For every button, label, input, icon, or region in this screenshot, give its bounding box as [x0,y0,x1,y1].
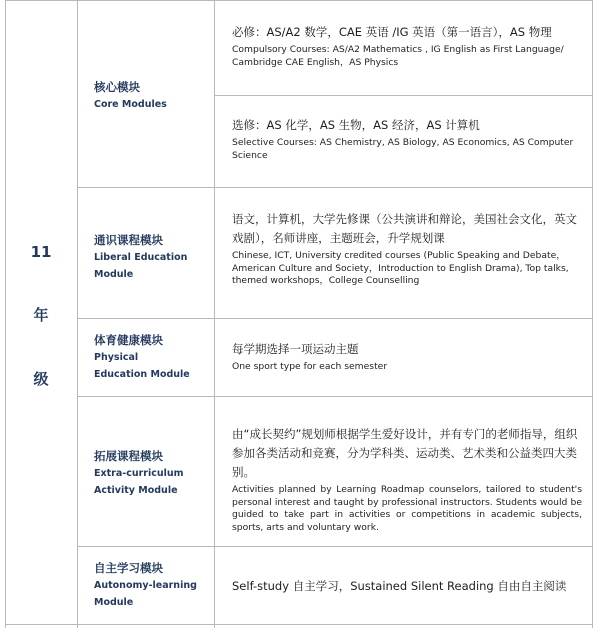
module-extra-en-1: Extra-curriculum [94,468,184,479]
module-pe-label [94,333,204,383]
grid-line-grade [77,0,78,628]
core-compulsory-zh: 必修：AS/A2 数学，CAE 英语 /IG 英语（第一语言），AS 物理 [232,25,552,39]
pe-content-cell [232,340,582,374]
core-compulsory-en: Compulsory Courses: AS/A2 Mathematics , IG English as First Language/ Cambridge CAE English，AS Physics [232,44,564,68]
module-autonomy-en-2: Module [94,597,134,608]
grid-line-right [592,0,593,628]
module-extra-label [94,449,204,499]
grade-number: 11 [30,243,52,261]
liberal-content-cell [232,210,582,288]
module-extra-en-2: Activity Module [94,485,178,496]
module-core-en: Core Modules [94,99,167,110]
grid-line-liberal-end [77,318,592,319]
module-extra-zh: 拓展课程模块 [94,449,163,463]
grid-line-core-end [77,187,592,188]
core-selective-cell [232,116,582,162]
pe-content-zh: 每学期选择一项运动主题 [232,342,359,356]
liberal-content-zh: 语文，计算机，大学先修课（公共演讲和辩论，美国社会文化，英文戏剧），名师讲座，主题班会，升学规划课 [232,212,577,245]
core-compulsory-cell [232,23,582,69]
core-selective-en: Selective Courses: AS Chemistry, AS Biology, AS Economics, AS Computer Science [232,137,574,161]
liberal-content-en: Chinese, ICT, University credited courses (Public Speaking and Debate，American Culture and Society，Introduction to English Drama), Top talks, themed workshops，College Counselling [232,250,569,287]
grade-char-nian: 年 [33,306,49,324]
extra-content-en: Activities planned by Learning Roadmap counselors, tailored to student's personal interest and taught by professional instructors. Students would be guided to take part in activities or competitions in academic subjects, sports, arts and voluntary work. [232,484,582,533]
module-liberal-en-2: Module [94,269,134,280]
grid-line-top [5,0,593,1]
grid-line-extra-end [77,546,592,547]
module-liberal-zh: 通识课程模块 [94,233,163,247]
module-core-label [94,80,204,113]
core-selective-zh: 选修：AS 化学，AS 生物，AS 经济，AS 计算机 [232,118,480,132]
autonomy-content: Self-study 自主学习，Sustained Silent Reading 自由自主阅读 [232,579,567,593]
grade-label [6,0,76,628]
grade-char-ji: 级 [33,370,49,388]
module-pe-en-2: Education Module [94,369,190,380]
grid-line-bottom [5,624,593,625]
grid-line-pe-end [77,396,592,397]
module-liberal-label [94,233,204,283]
extra-content-cell [232,425,582,534]
extra-content-zh: 由“成长契约”规划师根据学生爱好设计，并有专门的老师指导，组织参加各类活动和竞赛，分为学科类、运动类、艺术类和公益类四大类别。 [232,427,578,479]
module-pe-zh: 体育健康模块 [94,333,163,347]
module-pe-en-1: Physical [94,352,139,363]
module-autonomy-zh: 自主学习模块 [94,561,163,575]
pe-content-en: One sport type for each semester [232,361,388,372]
grid-line-core-split [214,95,592,96]
module-core-zh: 核心模块 [94,80,140,94]
autonomy-content-cell [232,577,582,596]
module-autonomy-en-1: Autonomy-learning [94,580,197,591]
module-liberal-en-1: Liberal Education [94,252,188,263]
module-autonomy-label [94,561,204,611]
